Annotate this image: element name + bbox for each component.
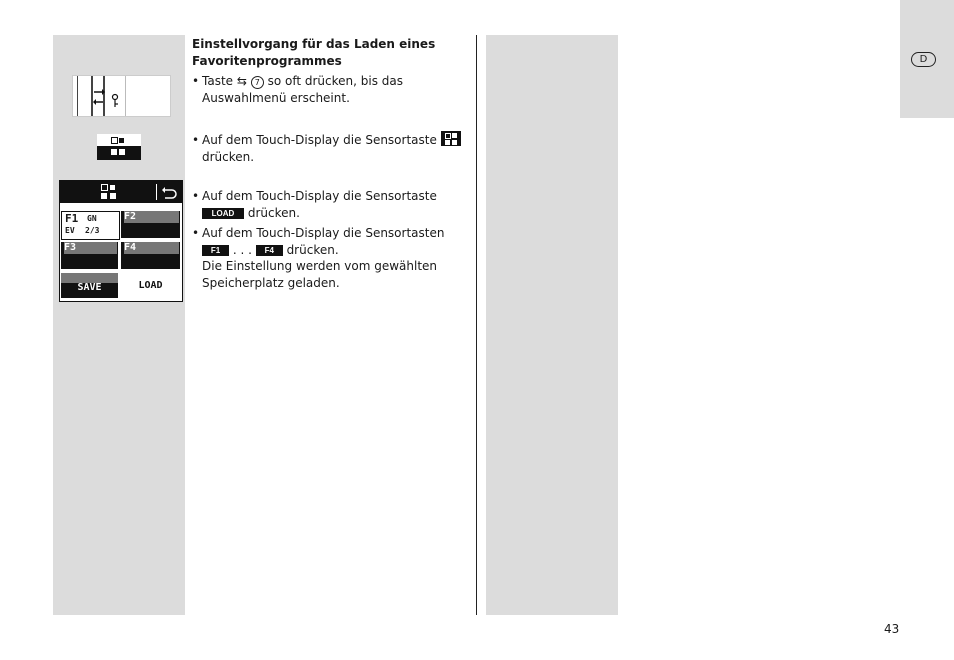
slot-f2: F2: [121, 211, 180, 238]
f1-key-inline: F1: [202, 245, 229, 256]
back-icon: [161, 185, 177, 199]
display-header: [60, 181, 182, 203]
sensor-key-illustration: [97, 134, 141, 160]
step-3: • Auf dem Touch-Display die Sensortaste LOAD drücken.: [192, 189, 437, 220]
left-illustration-column: [53, 35, 185, 615]
step-4: • Auf dem Touch-Display die Sensortasten F1 . . . F4 drücken. Die Einstellung werden vom gewählten Speicherplatz geladen.: [192, 226, 445, 290]
column-divider: [476, 35, 477, 615]
key-number-badge: 7: [251, 76, 264, 89]
step-2: • Auf dem Touch-Display die Sensortaste drücken.: [192, 131, 472, 165]
step-1: • Taste ⇆ 7 so oft drücken, bis das Auswahlmenü erscheint.: [192, 74, 404, 105]
device-button-illustration: [72, 75, 171, 117]
slot-f3: F3: [61, 242, 118, 269]
load-key: LOAD: [121, 273, 180, 298]
toggle-arrows-icon: ⇆: [236, 74, 247, 88]
favorites-key-icon: [441, 131, 461, 146]
save-key: SAVE: [61, 273, 118, 298]
right-blank-column: [486, 35, 618, 615]
language-badge: D: [911, 52, 936, 67]
arrows-icon: [73, 76, 170, 116]
f4-key-inline: F4: [256, 245, 283, 256]
slot-f4: F4: [121, 242, 180, 269]
page-number: 43: [884, 622, 900, 636]
load-key-inline: LOAD: [202, 208, 244, 219]
touch-display-illustration: [59, 180, 183, 302]
slot-f1: F1 GN EV 2/3: [61, 211, 120, 240]
section-heading: Einstellvorgang für das Laden eines Favoritenprogrammes: [192, 37, 436, 68]
